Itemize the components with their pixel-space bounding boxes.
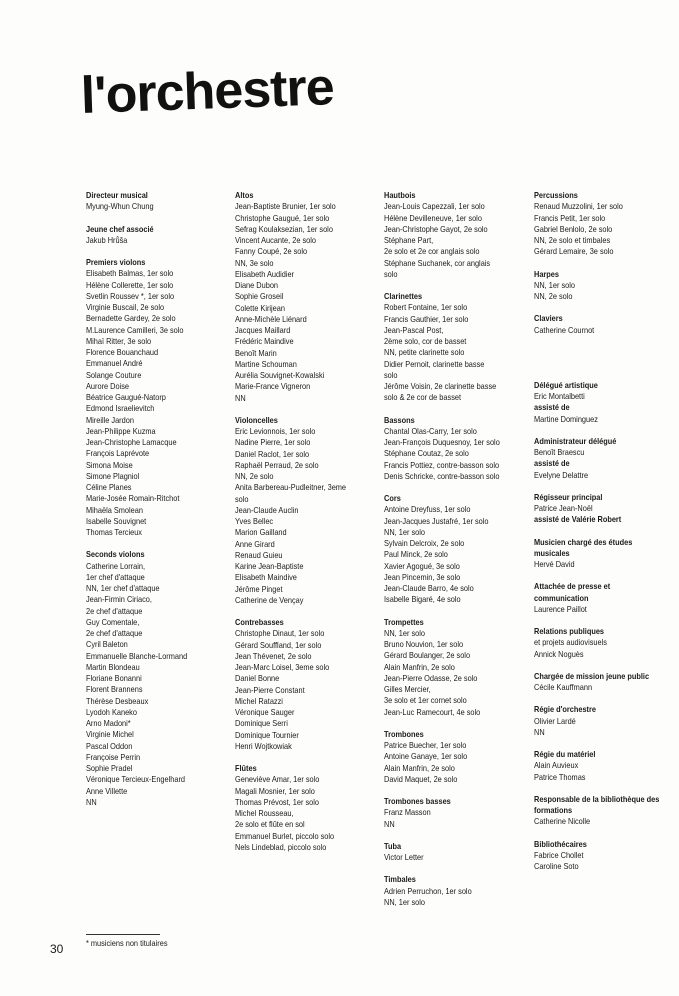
section [534, 269, 666, 303]
column-2 [235, 190, 383, 864]
roster-line: Jacques Maillard [235, 325, 291, 335]
roster-line: Jean-Pascal Post, [384, 324, 444, 335]
roster-line: 2e solo et 2e cor anglais solo [384, 246, 480, 257]
roster-line: NN, 2e solo [235, 471, 274, 481]
roster-line: Catherine Cournot [534, 324, 595, 335]
section-heading: Régie d'orchestre [534, 704, 596, 715]
roster-line: Anne Villette [86, 785, 128, 796]
roster-line: Floriane Bonanni [86, 673, 142, 683]
section [534, 794, 666, 828]
section [534, 537, 666, 571]
roster-line: Elisabeth Maindive [235, 572, 297, 583]
roster-line: Gérard Boulanger, 2e solo [384, 650, 471, 661]
roster-line: Patrice Jean-Noël [534, 503, 593, 513]
roster-line: 2e solo et flûte en sol [235, 819, 305, 830]
roster-line: Emmanuel André [86, 358, 143, 369]
page-number: 30 [50, 942, 64, 956]
section-heading: Violoncelles [235, 414, 278, 425]
roster-line: Francis Gauthier, 1er solo [384, 313, 469, 324]
roster-line: Alain Auvieux [534, 760, 579, 771]
section [534, 436, 666, 481]
section [384, 291, 532, 404]
roster-line: Cécile Kauffmann [534, 682, 593, 692]
roster-line: Stéphane Suchanek, cor anglais [384, 257, 491, 268]
section-heading: Seconds violons [86, 549, 145, 560]
roster-line: Patrice Buecher, 1er solo [384, 740, 467, 750]
roster-line: Sophie Groseil [235, 291, 284, 302]
roster-line: Martin Blondeau [86, 661, 140, 672]
section [86, 190, 234, 213]
roster-line: solo [384, 268, 398, 279]
roster-line: Laurence Paillot [534, 603, 587, 614]
roster-line: Michel Ratazzi [235, 695, 283, 706]
roster-line: Jean-Marc Loisel, 3eme solo [235, 662, 330, 672]
roster-line: Robert Fontaine, 1er solo [384, 302, 468, 313]
roster-line: Aurore Doise [86, 380, 130, 391]
roster-line: Sylvain Delcroix, 2e solo [384, 538, 465, 548]
roster-line: Anne-Michèle Liénard [235, 313, 307, 324]
roster-line: Daniel Raclot, 1er solo [235, 448, 310, 459]
roster-line: Pascal Oddon [86, 740, 133, 751]
section-heading: Délégué artistique [534, 379, 598, 390]
roster-line: Denis Schricke, contre-basson solo [384, 470, 500, 481]
roster-line: Paul Minck, 2e solo [384, 549, 448, 560]
roster-line: Aurélia Souvignet-Kowalski [235, 370, 325, 380]
roster-line: Jakub Hrůša [86, 234, 128, 245]
section [384, 874, 532, 908]
roster-line: M.Laurence Camilleri, 3e solo [86, 324, 184, 335]
section [534, 626, 666, 660]
roster-line: solo [384, 369, 398, 380]
roster-line: Véronique Tercieux-Engelhard [86, 774, 186, 785]
roster-line: Cyril Baleton [86, 639, 128, 650]
section-heading: Trombones [384, 728, 424, 739]
section-heading: Attachée de presse et communication [534, 581, 611, 603]
roster-line: Benoît Braescu [534, 447, 585, 457]
roster-line: Jean Thévenet, 2e solo [235, 650, 312, 661]
roster-line: Jean-Christophe Gayot, 2e solo [384, 223, 488, 234]
roster-line: Solange Couture [86, 369, 142, 380]
section-heading: Cors [384, 493, 401, 503]
roster-line: Evelyne Delattre [534, 469, 589, 480]
section [534, 581, 666, 615]
roster-line: Sophie Pradel [86, 763, 133, 773]
section [384, 493, 532, 606]
roster-line: Magali Mosnier, 1er solo [235, 785, 315, 796]
roster-line: Stéphane Part, [384, 235, 434, 245]
roster-line: Guy Comentale, [86, 616, 140, 627]
roster-line: Xavier Agogué, 3e solo [384, 560, 460, 571]
roster-line: Hervé David [534, 559, 575, 569]
roster-line: Franz Masson [384, 807, 431, 818]
roster-line: assisté de [534, 402, 570, 413]
roster-line: 3e solo et 1er cornet solo [384, 695, 467, 706]
roster-line: Jean-Pierre Odasse, 2e solo [384, 672, 478, 683]
section [534, 704, 666, 738]
section-heading: Relations publiques [534, 626, 605, 636]
roster-line: solo & 2e cor de basset [384, 392, 462, 403]
section-heading: Hautbois [384, 190, 416, 200]
roster-line: Jean Pincemin, 3e solo [384, 571, 461, 582]
roster-line: NN, 1er solo [534, 279, 575, 290]
section-heading: Jeune chef associé [86, 223, 154, 234]
section [235, 617, 383, 752]
roster-line: Christophe Dinaut, 1er solo [235, 628, 325, 639]
section-heading: Directeur musical [86, 190, 148, 200]
roster-line: Antoine Ganaye, 1er solo [384, 751, 468, 762]
section [384, 190, 532, 280]
section-heading: Responsable de la bibliothèque des formations [534, 793, 660, 815]
roster-line: Jean-Christophe Lamacque [86, 437, 177, 447]
roster-line: Marie-France Vigneron [235, 381, 311, 392]
footnote-rule [86, 934, 160, 935]
roster-line: 2ème solo, cor de basset [384, 336, 467, 346]
roster-line: Bruno Nouvion, 1er solo [384, 639, 464, 649]
roster-line: Françoise Perrin [86, 751, 141, 762]
section [534, 671, 666, 694]
roster-line: David Maquet, 2e solo [384, 773, 458, 784]
roster-line: Jean-Baptiste Brunier, 1er solo [235, 201, 336, 212]
roster-line: Myung-Whun Chung [86, 201, 154, 212]
roster-line: Fabrice Chollet [534, 849, 584, 860]
roster-line: Hélène Collerette, 1er solo [86, 279, 174, 290]
roster-line: Eric Levionnois, 1er solo [235, 426, 316, 436]
roster-line: NN, 1er solo [384, 526, 425, 537]
section-heading: Tuba [384, 840, 402, 851]
roster-line: Alain Manfrin, 2e solo [384, 762, 455, 773]
roster-line: Jérôme Pinget [235, 583, 283, 594]
roster-line: Chantal Olas-Carry, 1er solo [384, 425, 477, 436]
roster-line: Didier Pernoit, clarinette basse [384, 358, 485, 369]
roster-line: Diane Dubon [235, 280, 279, 290]
roster-line: Martine Schouman [235, 358, 297, 369]
roster-line: Florence Bouanchaud [86, 347, 159, 357]
roster-line: Isabelle Bigaré, 4e solo [384, 594, 461, 605]
section [86, 224, 234, 247]
roster-line: Mihaëla Smolean [86, 504, 143, 515]
roster-line: Arno Madoni* [86, 718, 131, 728]
column-4 [534, 190, 666, 883]
section [235, 415, 383, 606]
roster-line: NN [384, 818, 395, 829]
roster-line: Martine Dominguez [534, 413, 598, 424]
roster-line: assisté de [534, 458, 570, 469]
roster-line: solo [235, 493, 249, 504]
roster-line: Renaud Muzzolini, 1er solo [534, 201, 623, 212]
roster-line: Véronique Sauger [235, 707, 295, 717]
section [384, 617, 532, 718]
section-heading: Flûtes [235, 763, 257, 773]
roster-line: Nadine Pierre, 1er solo [235, 437, 311, 448]
column-1 [86, 190, 234, 819]
section [534, 492, 666, 526]
section [534, 313, 666, 336]
roster-line: Bernadette Gardey, 2e solo [86, 313, 176, 324]
section [86, 549, 234, 808]
roster-line: Frédéric Maindive [235, 336, 294, 347]
roster-line: Caroline Soto [534, 861, 579, 871]
roster-line: Virginie Buscail, 2e solo [86, 302, 165, 312]
section-heading: Musicien chargé des études musicales [534, 536, 633, 558]
roster-line: Renaud Guieu [235, 549, 283, 560]
roster-line: Geneviève Amar, 1er solo [235, 774, 320, 785]
section [534, 749, 666, 783]
roster-line: Jean-Philippe Kuzma [86, 425, 156, 436]
roster-line: NN [534, 726, 545, 737]
section-heading: Clarinettes [384, 291, 423, 301]
roster-line: Karine Jean-Baptiste [235, 561, 304, 571]
roster-line: Jean-Claude Auclin [235, 504, 299, 515]
roster-line: Thomas Tercieux [86, 527, 142, 537]
roster-line: Vincent Aucante, 2e solo [235, 235, 317, 245]
roster-line: Thérèse Desbeaux [86, 695, 149, 706]
roster-line: Yves Bellec [235, 516, 274, 526]
section [534, 190, 666, 258]
roster-line: Jean-Louis Capezzali, 1er solo [384, 201, 485, 212]
roster-line: Dominique Tournier [235, 729, 299, 740]
roster-line: Béatrice Gaugué-Natorp [86, 392, 166, 402]
page-title: l'orchestre [79, 58, 335, 125]
roster-line: NN, 1er solo [384, 896, 425, 907]
roster-line: NN, 1er chef d'attaque [86, 583, 160, 593]
roster-line: Henri Wojtkowiak [235, 740, 292, 751]
section [235, 763, 383, 853]
roster-line: Nels Lindeblad, piccolo solo [235, 841, 327, 852]
roster-line: Mireille Jardon [86, 414, 134, 425]
section-heading: Altos [235, 190, 254, 200]
roster-line: NN, petite clarinette solo [384, 347, 465, 358]
section [534, 839, 666, 873]
roster-line: Sefrag Koulaksezian, 1er solo [235, 223, 333, 234]
roster-line: Raphaël Perraud, 2e solo [235, 459, 319, 470]
roster-line: Dominique Serri [235, 718, 288, 729]
roster-line: Marion Gailland [235, 527, 287, 538]
roster-line: Elisabeth Balmas, 1er solo [86, 268, 174, 279]
section-heading: Chargée de mission jeune public [534, 670, 650, 681]
section-heading: Contrebasses [235, 617, 284, 627]
roster-line: Gérard Lemaire, 3e solo [534, 246, 614, 257]
section [384, 841, 532, 864]
roster-line: Catherine de Vençay [235, 594, 304, 605]
section-heading: Premiers violons [86, 257, 146, 267]
roster-line: Céline Planes [86, 482, 132, 492]
roster-line: Virginie Michel [86, 729, 134, 740]
roster-line: Gérard Souffland, 1er solo [235, 639, 322, 650]
roster-line: Catherine Lorrain, [86, 560, 146, 571]
roster-line: et projets audiovisuels [534, 637, 607, 648]
roster-line: Simone Plagniol [86, 470, 140, 481]
section [384, 729, 532, 785]
roster-line: Hélène Devilleneuve, 1er solo [384, 212, 482, 223]
roster-line: 1er chef d'attaque [86, 571, 145, 582]
section-heading: Timbales [384, 874, 416, 885]
roster-line: Annick Noguès [534, 648, 584, 659]
roster-line: Isabelle Souvignet [86, 515, 147, 526]
roster-line: Fanny Coupé, 2e solo [235, 246, 308, 257]
roster-line: Daniel Bonne [235, 673, 280, 684]
roster-line: Elisabeth Audidier [235, 268, 295, 279]
roster-line: Jean-Firmin Ciriaco, [86, 594, 152, 605]
roster-line: Eric Montalbetti [534, 391, 585, 401]
roster-line: Emmanuel Burlet, piccolo solo [235, 830, 335, 841]
roster-line: Anne Girard [235, 538, 275, 549]
roster-line: François Laprévote [86, 448, 150, 459]
section-heading: Régie du matériel [534, 749, 596, 759]
roster-line: Antoine Dreyfuss, 1er solo [384, 504, 471, 515]
roster-line: Anita Barbereau-Pudleitner, 3eme [235, 482, 347, 493]
roster-line: Jean-Luc Ramecourt, 4e solo [384, 706, 481, 717]
roster-line: Catherine Nicolle [534, 816, 591, 827]
roster-line: Benoît Marin [235, 347, 277, 358]
roster-line: Svetlin Roussev *, 1er solo [86, 290, 175, 301]
roster-line: NN, 1er solo [384, 627, 425, 638]
roster-line: NN [235, 392, 246, 403]
section-heading: Claviers [534, 313, 563, 324]
section [384, 415, 532, 483]
roster-line: Gabriel Benlolo, 2e solo [534, 223, 613, 234]
footnote: * musiciens non titulaires [86, 938, 168, 948]
section [534, 380, 666, 425]
roster-line: Thomas Prévost, 1er solo [235, 796, 319, 807]
roster-line: Stéphane Coutaz, 2e solo [384, 448, 469, 459]
roster-line: NN, 3e solo [235, 257, 274, 268]
roster-line: Lyodoh Kaneko [86, 706, 137, 717]
roster-line: Edmond Israelievitch [86, 403, 155, 414]
roster-line: Gilles Mercier, [384, 684, 431, 694]
roster-line: Jean-Claude Barro, 4e solo [384, 583, 474, 593]
roster-line: Francis Pottiez, contre-basson solo [384, 459, 500, 470]
roster-line: Simona Moise [86, 459, 133, 470]
roster-line: Alain Manfrin, 2e solo [384, 661, 455, 672]
roster-line: Colette Kirijean [235, 302, 285, 313]
roster-line: NN, 2e solo et timbales [534, 235, 611, 245]
section-heading: Percussions [534, 190, 578, 200]
roster-line: assisté de Valérie Robert [534, 514, 622, 525]
roster-line: Mihaï Ritter, 3e solo [86, 335, 152, 346]
section-heading: Bassons [384, 414, 415, 425]
roster-line: Michel Rousseau, [235, 808, 294, 818]
roster-line: Olivier Lardé [534, 715, 576, 726]
section [86, 257, 234, 538]
roster-line: Adrien Perruchon, 1er solo [384, 885, 472, 896]
section [384, 796, 532, 830]
roster-line: Christophe Gaugué, 1er solo [235, 212, 330, 223]
roster-line: Jean-Pierre Constant [235, 684, 305, 695]
roster-line: NN, 2e solo [534, 291, 573, 301]
roster-line: Emmanuelle Blanche-Lormand [86, 650, 188, 661]
roster-line: Patrice Thomas [534, 771, 586, 782]
section-heading: Régisseur principal [534, 491, 603, 502]
section [235, 190, 383, 404]
roster-line: Jérôme Voisin, 2e clarinette basse [384, 381, 497, 391]
roster-line: Marie-Josée Romain-Ritchot [86, 493, 180, 504]
section-heading: Trombones basses [384, 796, 451, 806]
section-heading: Administrateur délégué [534, 435, 617, 446]
column-3 [384, 190, 532, 919]
section-heading: Harpes [534, 268, 559, 279]
section-heading: Bibliothécaires [534, 838, 587, 849]
roster-line: NN [86, 796, 97, 807]
roster-line: 2e chef d'attaque [86, 605, 143, 616]
roster-line: Victor Letter [384, 852, 424, 862]
roster-line: Florent Brannens [86, 684, 143, 695]
section-heading: Trompettes [384, 616, 424, 627]
roster-line: 2e chef d'attaque [86, 628, 143, 638]
roster-line: Jean-François Duquesnoy, 1er solo [384, 437, 500, 447]
roster-line: Francis Petit, 1er solo [534, 212, 606, 223]
roster-line: Jean-Jacques Justafré, 1er solo [384, 515, 489, 526]
